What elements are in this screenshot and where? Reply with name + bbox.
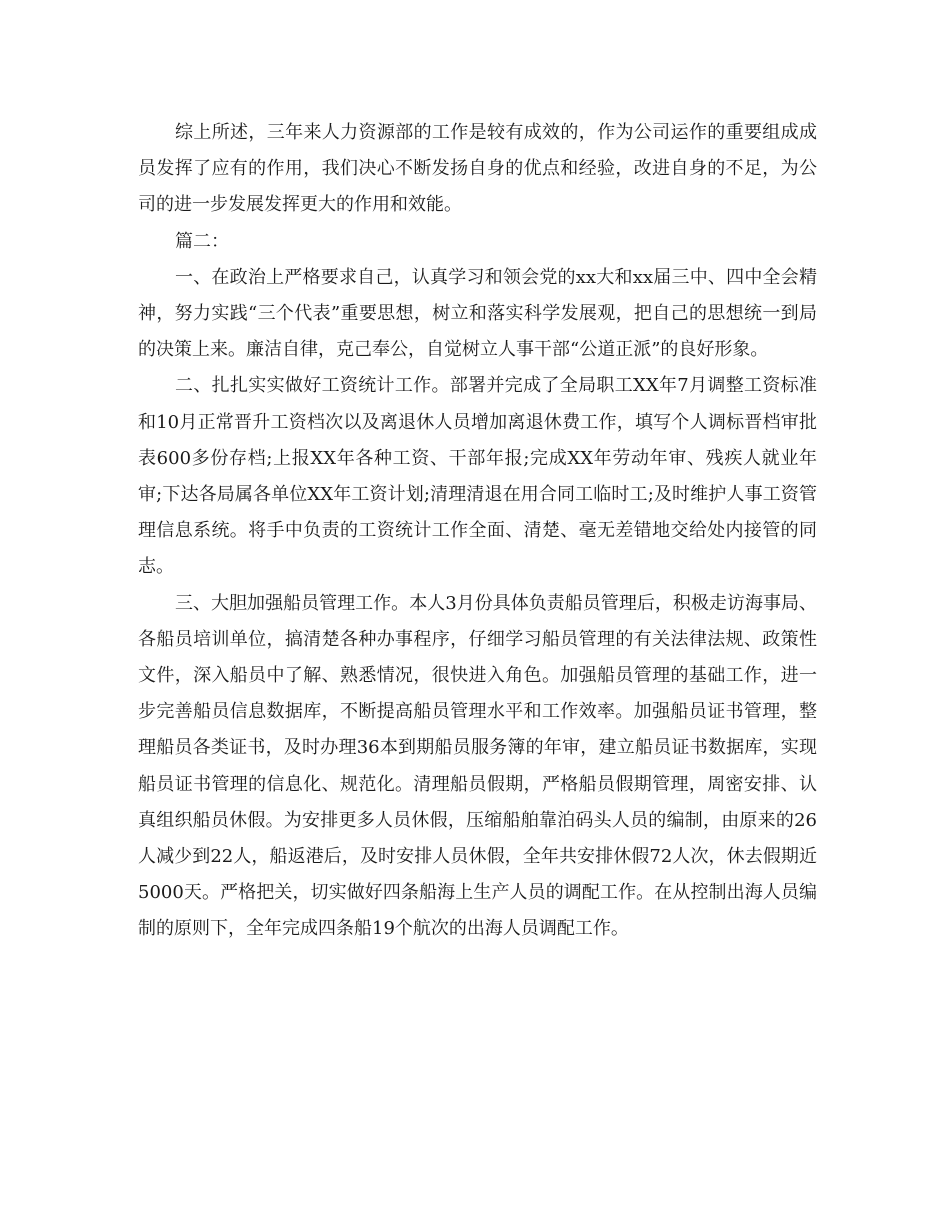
paragraph-wage-statistics: 二、扎扎实实做好工资统计工作。部署并完成了全局职工XX年7月调整工资标准和10月正常晋升工资档次以及离退休人员增加离退休费工作，填写个人调标晋档审批表600多份存档;上报XX年各种工资、干部年报;完成XX年劳动年审、残疾人就业年审;下达各局属各单位XX年工资计划;清理清退在用合同工临时工;及时维护人事工资管理信息系统。将手中负责的工资统计工作全面、清楚、毫无差错地交给处内接管的同志。 (138, 375, 817, 578)
section-heading: 篇二： (175, 230, 229, 252)
paragraph-crew-management: 三、大胆加强船员管理工作。本人3月份具体负责船员管理后，积极走访海事局、各船员培训单位，搞清楚各种办事程序，仔细学习船员管理的有关法律法规、政策性文件，深入船员中了解、熟悉情况，很快进入角色。加强船员管理的基础工作，进一步完善船员信息数据库，不断提高船员管理水平和工作效率。加强船员证书管理，整理船员各类证书，及时办理36本到期船员服务簿的年审，建立船员证书数据库，实现船员证书管理的信息化、规范化。清理船员假期，严格船员假期管理，周密安排、认真组织船员休假。为安排更多人员休假，压缩船舶靠泊码头人员的编制，由原来的26人减少到22人，船返港后，及时安排人员休假，全年共安排休假72人次，休去假期近5000天。严格把关，切实做好四条船海上生产人员的调配工作。在从控制出海人员编制的原则下，全年完成四条船19个航次的出海人员调配工作。 (138, 592, 817, 940)
paragraph-summary: 综上所述，三年来人力资源部的工作是较有成效的，作为公司运作的重要组成成员发挥了应有的作用，我们决心不断发扬自身的优点和经验，改进自身的不足，为公司的进一步发展发挥更大的作用和效能。 (138, 122, 817, 216)
paragraph-political: 一、在政治上严格要求自己，认真学习和领会党的xx大和xx届三中、四中全会精神，努力实践“三个代表”重要思想，树立和落实科学发展观，把自己的思想统一到局的决策上来。廉洁自律，克己奉公，自觉树立人事干部“公道正派”的良好形象。 (138, 266, 817, 361)
